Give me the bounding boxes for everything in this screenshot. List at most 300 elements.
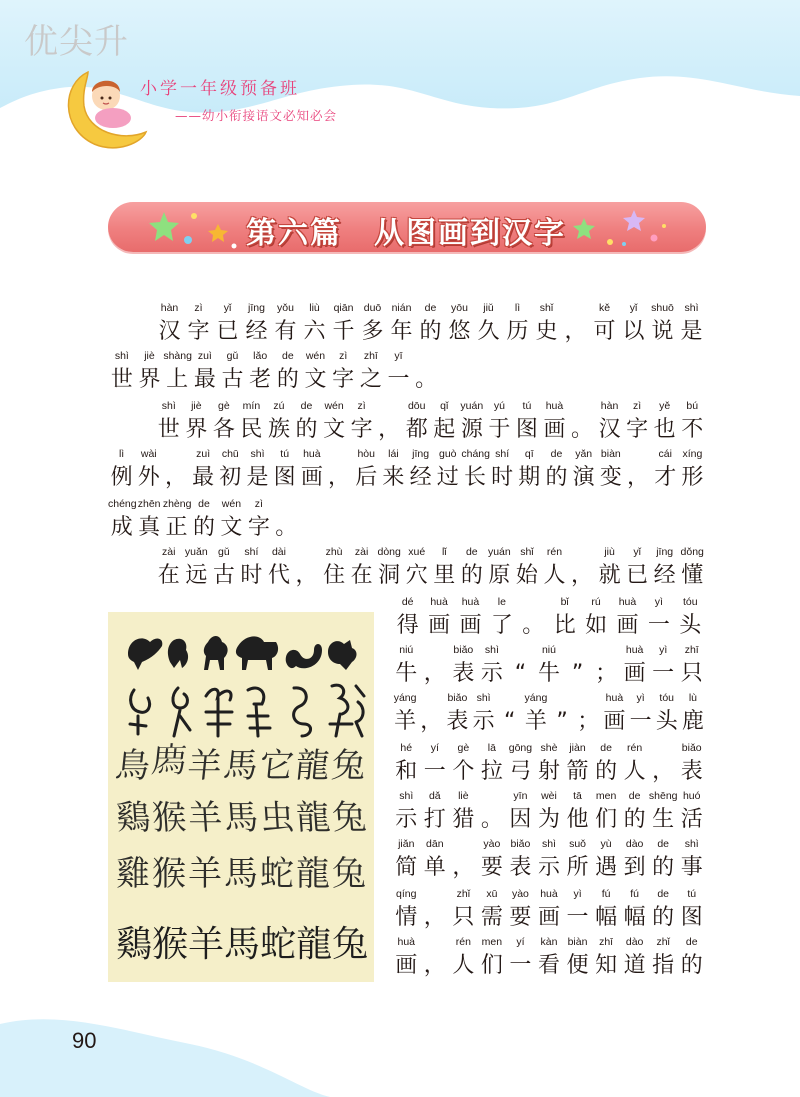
pinyin-character [392,790,421,834]
hanzi: 时 [240,563,263,588]
hanzi: 打 [423,807,446,832]
hanzi: 说 [651,319,674,344]
pinyin: de [300,400,313,412]
hanzi: 活 [680,807,703,832]
pinyin [162,448,189,460]
pinyin: jiǔ [483,302,494,314]
pinyin: shí [244,546,259,558]
pinyin: shǐ [539,302,554,314]
hanzi: 例 [110,465,133,490]
hanzi: ， [328,465,351,490]
hanzi: 射 [537,759,560,784]
pinyin: xū [486,888,498,900]
pinyin: tú [522,400,532,412]
pinyin-character [191,350,219,394]
hanzi: ， [452,855,475,880]
hanzi: 指 [652,953,675,978]
pinyin-character [302,350,330,394]
pinyin-character [444,692,470,736]
pinyin-character [677,790,706,834]
pinyin: de [628,790,641,802]
pinyin-character [392,888,421,932]
pinyin: bú [686,400,699,412]
hanzi: 古 [221,367,244,392]
pinyin-character [273,498,300,542]
pinyin-character [136,350,164,394]
hanzi: 史 [535,319,558,344]
pinyin: de [600,742,612,754]
pinyin-character [623,400,651,444]
pinyin-character [506,838,535,882]
hanzi: 界 [185,417,208,442]
hanzi: 得 [396,613,419,638]
hanzi: 文 [304,367,327,392]
pinyin-character [434,448,461,492]
pinyin: yú [493,400,505,412]
pinyin: hàn [600,400,619,412]
pinyin-character [568,400,596,444]
text-line [392,936,706,982]
pinyin-character [213,302,242,346]
pinyin: rén [627,742,643,754]
pinyin-character [677,936,706,980]
hanzi: 比 [553,613,576,638]
pinyin-character [541,546,569,590]
hanzi: 如 [585,613,608,638]
hanzi: 的 [276,367,299,392]
pinyin-character [535,742,564,786]
pinyin: yuán [460,400,484,412]
pinyin: de [657,838,670,850]
pinyin: huà [397,936,416,948]
hanzi: 的 [295,417,318,442]
pinyin: yǐ [223,302,232,314]
pinyin-character [458,546,486,590]
pinyin [563,644,592,656]
hanzi: 世 [157,417,180,442]
pinyin: shì [250,448,265,460]
pinyin-character [217,448,244,492]
pinyin: huó [682,790,701,802]
hanzi: 画 [428,613,451,638]
pinyin: jiè [144,350,155,362]
pinyin-character [449,742,478,786]
pinyin: guò [438,448,457,460]
pinyin: liù [309,302,320,314]
pinyin: yě [659,400,671,412]
pinyin [518,596,549,608]
pinyin-character [219,350,247,394]
pinyin-character [506,790,535,834]
pinyin: wén [305,350,326,362]
hanzi: 单 [423,855,446,880]
pinyin-character [649,838,678,882]
pinyin-character [392,936,421,980]
pinyin-character [649,742,678,786]
pinyin: huà [545,400,564,412]
hanzi: 代 [267,563,290,588]
pinyin: zuì [196,448,211,460]
hanzi: 一 [423,759,446,784]
ancient-glyph: 鷄 [116,924,153,965]
pinyin: yǎn [575,448,593,460]
pinyin: zhēn [137,498,161,510]
pinyin-character [155,400,183,444]
hanzi: 正 [165,515,188,540]
hanzi: 汉 [598,417,621,442]
pinyin: jiù [604,546,615,558]
hanzi: 历 [506,319,529,344]
pinyin: shè [540,742,558,754]
pinyin-character [648,302,677,346]
ancient-glyph: 鷄 [114,798,152,838]
pinyin-character [535,838,564,882]
pinyin: de [685,936,698,948]
hanzi: 头 [655,709,678,734]
pinyin-character [293,400,321,444]
pinyin-character [298,448,325,492]
pinyin-character [421,644,450,688]
hanzi: 汉 [158,319,181,344]
pinyin [568,400,596,412]
pinyin-character [677,888,706,932]
hanzi: 最 [193,367,216,392]
pinyin: yì [636,692,645,704]
pinyin: nián [391,302,412,314]
pinyin: shì [684,838,699,850]
hanzi: 鹿 [681,709,704,734]
hanzi: 羊 [394,709,417,734]
pinyin-character [293,546,321,590]
ancient-glyph: 猴 [150,798,188,838]
hanzi: 字 [350,417,373,442]
hanzi: 久 [477,319,500,344]
pinyin: fú [630,888,639,900]
hanzi: 里 [433,563,456,588]
pinyin: wài [140,448,157,460]
pinyin-character [162,448,189,492]
pinyin-character [624,448,651,492]
hanzi: 真 [138,515,161,540]
pinyin-character [108,350,136,394]
hanzi: 之 [359,367,382,392]
pinyin: wén [221,498,242,510]
hanzi: ， [423,905,446,930]
pinyin-character [612,596,643,640]
pinyin-character [329,350,357,394]
pinyin-character [135,498,162,542]
pinyin-character [358,302,387,346]
hanzi: 是 [246,465,269,490]
hanzi: 来 [382,465,405,490]
rooster-oracle-glyph [130,690,150,734]
pinyin-character [412,350,440,394]
hanzi: 箭 [566,759,589,784]
text-line [108,350,440,396]
pinyin-character [563,838,592,882]
pinyin: tóu [659,692,675,704]
pinyin-character [238,546,266,590]
pinyin: yī [394,350,403,362]
pinyin: rú [591,596,601,608]
pinyin [421,644,450,656]
ancient-glyph: 龍 [296,924,333,965]
pinyin-character [246,350,274,394]
pinyin: fú [601,888,611,900]
ancient-glyph: 鳥 [113,746,152,786]
pinyin-character [513,546,541,590]
hanzi: 幅 [595,905,618,930]
pinyin-character [513,400,541,444]
hanzi: 成 [110,515,133,540]
ancient-glyph: 蛇 [260,854,294,894]
pinyin-character [416,302,445,346]
pinyin: yí [430,742,439,754]
hanzi: 画 [537,905,560,930]
pinyin-character [458,400,486,444]
hanzi: 要 [509,905,532,930]
pinyin: zhǐ [656,936,670,948]
hanzi: 的 [595,759,618,784]
pinyin: yáng [524,692,548,704]
pinyin-character [431,546,459,590]
ancient-glyph: 蛇 [260,924,297,965]
pinyin: hàn [160,302,179,314]
pinyin-character [489,448,516,492]
pinyin: yuán [487,546,511,558]
pinyin: xíng [682,448,703,460]
pinyin-character [568,546,596,590]
pinyin-character [163,498,190,542]
pinyin-character [325,448,352,492]
pinyin-character [380,448,407,492]
pinyin-character [596,546,624,590]
pinyin-character [563,936,592,980]
hanzi: 。 [480,807,503,832]
pinyin: lì [118,448,125,460]
pinyin: yǐ [629,302,638,314]
hanzi: 道 [623,953,646,978]
hanzi: 。 [275,515,298,540]
hanzi: 示 [472,709,495,734]
pinyin: dòng [377,546,401,558]
monkey-pictograph [168,639,188,668]
hanzi: 他 [566,807,589,832]
glyph-row-regular [116,916,369,967]
hanzi: 情 [395,905,418,930]
pinyin: zhī [599,936,614,948]
pinyin-character [478,644,507,688]
hanzi: 。 [415,367,438,392]
pinyin-character [274,350,302,394]
hanzi: 到 [623,855,646,880]
hanzi: 。 [571,417,594,442]
pinyin [325,448,352,460]
pinyin-character [242,302,271,346]
pinyin: de [550,448,563,460]
hanzi: 看 [537,953,560,978]
pinyin-character [135,448,162,492]
pinyin: rén [455,936,471,948]
pinyin: huà [605,692,624,704]
hanzi: 穴 [405,563,428,588]
hanzi: ， [652,759,675,784]
hanzi: 是 [680,319,703,344]
hanzi: 洞 [378,563,401,588]
pinyin-character [471,692,497,736]
pinyin: huà [461,596,480,608]
hanzi: 人 [623,759,646,784]
pinyin: gè [457,742,470,754]
pinyin: de [281,350,294,362]
hanzi: 幅 [623,905,646,930]
hanzi: 就 [598,563,621,588]
hanzi: 年 [390,319,413,344]
pinyin: lì [514,302,521,314]
hanzi: 经 [653,563,676,588]
hanzi: 族 [267,417,290,442]
pinyin: dǎ [428,790,441,802]
hanzi: 千 [332,319,355,344]
pinyin-character [677,302,706,346]
pinyin: shì [399,790,414,802]
pinyin-character [620,838,649,882]
pinyin-character [678,546,706,590]
hanzi: 的 [652,855,675,880]
pinyin-character [155,302,184,346]
pinyin: zì [357,400,366,412]
pinyin-character [392,742,421,786]
pinyin-character [449,888,478,932]
pinyin-character [619,302,648,346]
pinyin-character [570,448,597,492]
hanzi: 多 [361,319,384,344]
hanzi: 长 [463,465,486,490]
pinyin-character [535,644,564,688]
ancient-glyph: 兔 [330,798,368,838]
pinyin-character [580,596,611,640]
ancient-glyph: 猴 [152,924,189,965]
pinyin-character [623,546,651,590]
text-line [392,838,706,884]
hanzi: 已 [626,563,649,588]
hanzi: 变 [599,465,622,490]
pinyin [497,692,523,704]
pinyin: hé [400,742,413,754]
pinyin-character [597,448,624,492]
pinyin [561,302,590,314]
hanzi: 遇 [595,855,618,880]
pinyin: yì [654,596,663,608]
pinyin-character [184,302,213,346]
pinyin-character [375,400,403,444]
pinyin-character [680,692,706,736]
hanzi: 懂 [681,563,704,588]
pinyin-character [421,790,450,834]
pinyin: zhèng [162,498,192,510]
pinyin: qǐ [440,400,449,412]
hanzi: 图 [273,465,296,490]
pinyin-character [535,888,564,932]
hanzi: 因 [509,807,532,832]
pinyin: yù [600,838,612,850]
pinyin-character [385,350,413,394]
pinyin-character [449,790,478,834]
pinyin: dōu [407,400,426,412]
hanzi: 猎 [452,807,475,832]
hanzi: 示 [480,661,503,686]
pinyin-character [592,742,621,786]
hanzi: 的 [192,515,215,540]
hanzi: 原 [488,563,511,588]
hanzi: 过 [436,465,459,490]
pinyin-character [407,448,434,492]
pinyin: shì [476,692,491,704]
horse-oracle-glyph [248,688,270,736]
pinyin-character [677,742,706,786]
hanzi: 们 [595,807,618,832]
pinyin: rén [546,546,563,558]
pinyin: shì [114,350,129,362]
hanzi: 羊 [524,709,547,734]
glyph-row-clerical [116,846,366,895]
pinyin: lái [388,448,399,460]
pinyin-character [649,790,678,834]
pinyin-character [423,596,454,640]
pinyin-character [532,302,561,346]
pinyin: zú [273,400,285,412]
text-line [392,742,706,788]
pinyin: tú [687,888,697,900]
pinyin: biǎo [681,742,702,754]
snake-oracle-glyph [294,688,311,736]
pinyin: zì [194,302,203,314]
pinyin [375,400,403,412]
brand-logo-text: 优尖升 [24,22,129,62]
pinyin-character [403,546,431,590]
rabbit-oracle-glyph [356,686,364,736]
hanzi: 有 [274,319,297,344]
text-line [108,498,300,544]
pinyin: de [465,546,478,558]
hanzi: 文 [323,417,346,442]
hanzi: 后 [355,465,378,490]
hanzi: 字 [332,367,355,392]
pinyin-character [592,644,621,688]
hanzi: 和 [395,759,418,784]
pinyin-character [421,742,450,786]
pinyin: niú [399,644,414,656]
ancient-glyph: 它 [257,746,296,786]
monkey-oracle-glyph [173,688,190,736]
hanzi: ， [627,465,650,490]
hanzi: “ [504,709,516,734]
pinyin-character [431,400,459,444]
pinyin-character [486,400,514,444]
pinyin-character [271,448,298,492]
hanzi: 民 [240,417,263,442]
pinyin [575,692,601,704]
pinyin: huà [303,448,321,460]
hanzi: 人 [543,563,566,588]
pinyin: shì [484,644,499,656]
text-line [155,400,706,446]
pinyin: zì [339,350,348,362]
pinyin-character [474,302,503,346]
pinyin-character [392,838,421,882]
pinyin: biǎo [510,838,531,850]
pinyin-character [392,692,418,736]
